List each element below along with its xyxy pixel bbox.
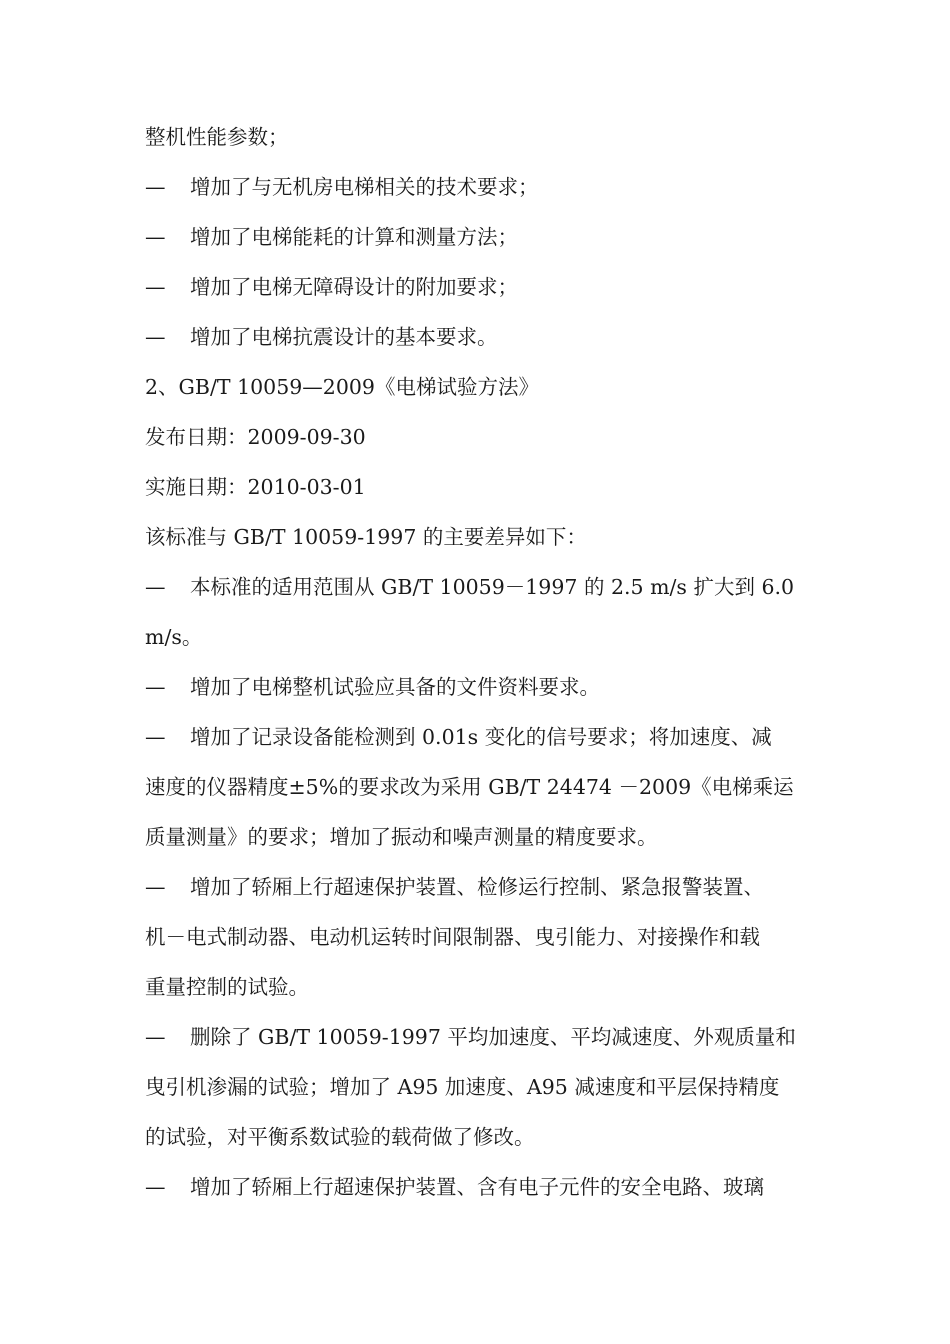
bullet-dash: — (145, 725, 166, 749)
text-line: 机－电式制动器、电动机运转时间限制器、曳引能力、对接操作和载 (145, 925, 760, 949)
bullet-dash: — (145, 675, 166, 699)
list-item: — 增加了电梯无障碍设计的附加要求； (145, 262, 810, 312)
bullet-dash: — (145, 875, 166, 899)
bullet-dash: — (145, 1175, 166, 1199)
list-item: — 增加了轿厢上行超速保护装置、检修运行控制、紧急报警装置、 (145, 862, 810, 912)
text-line: 该标准与 GB/T 10059-1997 的主要差异如下： (145, 525, 587, 549)
text-line: 的试验，对平衡系数试验的载荷做了修改。 (145, 1125, 535, 1149)
bullet-dash: — (145, 1025, 166, 1049)
list-item: — 增加了轿厢上行超速保护装置、含有电子元件的安全电路、玻璃 (145, 1162, 810, 1212)
list-item: — 增加了与无机房电梯相关的技术要求； (145, 162, 810, 212)
section-heading: 2、GB/T 10059—2009《电梯试验方法》 (145, 375, 539, 399)
bullet-dash: — (145, 275, 166, 299)
effective-date: 实施日期：2010-03-01 (145, 475, 366, 499)
text-line: 整机性能参数； (145, 125, 289, 149)
bullet-dash: — (145, 175, 166, 199)
text-line: 重量控制的试验。 (145, 975, 309, 999)
list-item: — 增加了电梯抗震设计的基本要求。 (145, 312, 810, 362)
text-line: m/s。 (145, 625, 203, 649)
bullet-dash: — (145, 325, 166, 349)
list-item: — 增加了电梯能耗的计算和测量方法； (145, 212, 810, 262)
list-item: — 删除了 GB/T 10059-1997 平均加速度、平均减速度、外观质量和 (145, 1012, 810, 1062)
document-page (145, 112, 810, 1212)
bullet-dash: — (145, 575, 166, 599)
text-line: 质量测量》的要求；增加了振动和噪声测量的精度要求。 (145, 825, 658, 849)
list-item: — 增加了电梯整机试验应具备的文件资料要求。 (145, 662, 810, 712)
text-line: 速度的仪器精度±5%的要求改为采用 GB/T 24474 －2009《电梯乘运 (145, 775, 794, 799)
list-item: — 本标准的适用范围从 GB/T 10059－1997 的 2.5 m/s 扩大到 6.0 (145, 562, 810, 612)
text-line: 曳引机渗漏的试验；增加了 A95 加速度、A95 减速度和平层保持精度 (145, 1075, 780, 1099)
bullet-dash: — (145, 225, 166, 249)
list-item: — 增加了记录设备能检测到 0.01s 变化的信号要求；将加速度、减 (145, 712, 810, 762)
publish-date: 发布日期：2009-09-30 (145, 425, 366, 449)
